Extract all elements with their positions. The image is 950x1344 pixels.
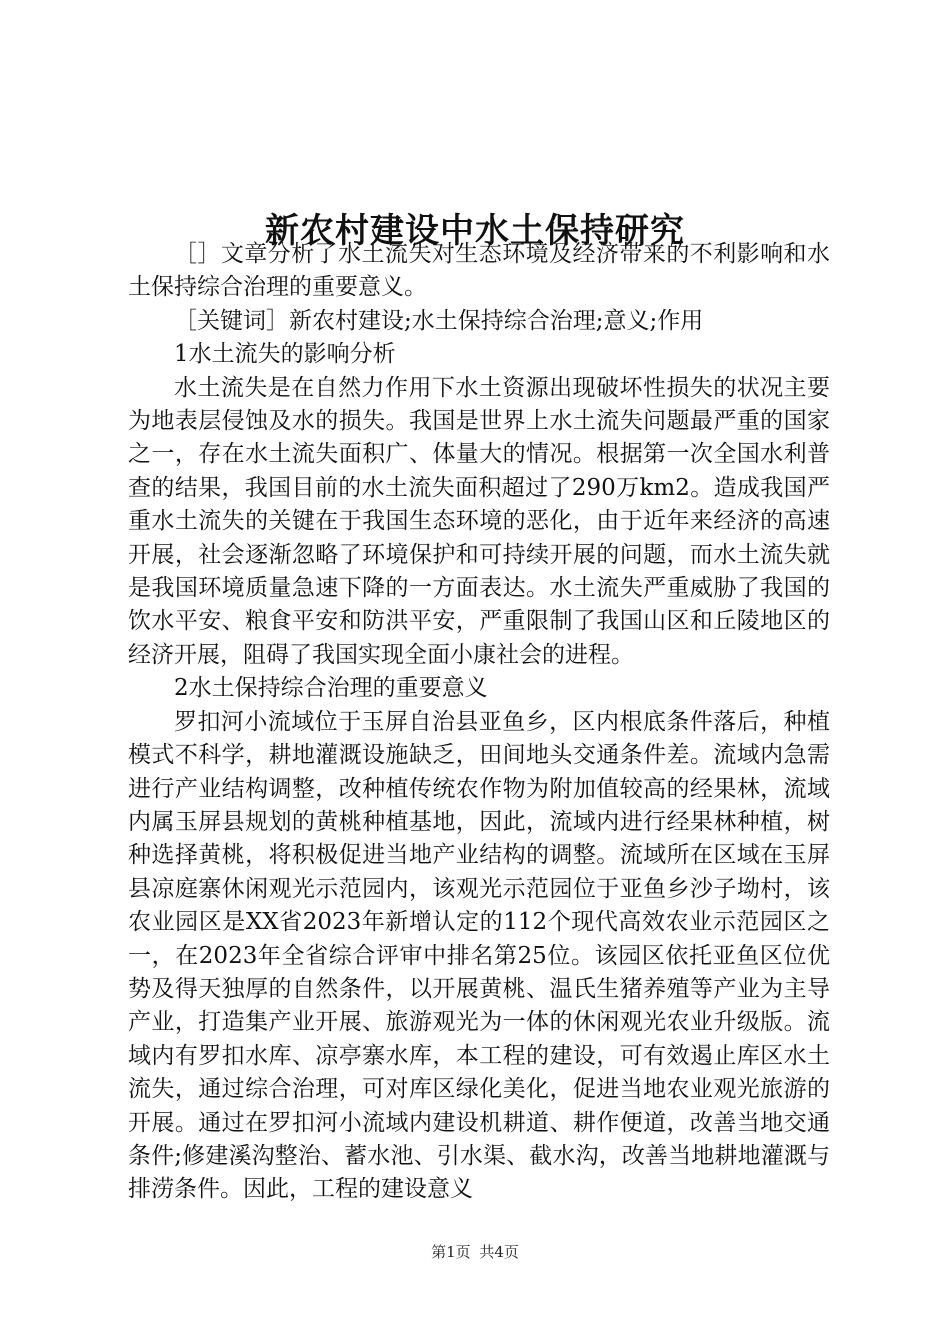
body-paragraph: 罗扣河小流域位于玉屏自治县亚鱼乡，区内根底条件落后，种植模式不科学，耕地灌溉设施缺乏，田间地头交通条件差。流域内急需进行产业结构调整，改种植传统农作物为附加值较高的经果林，流域内属玉屏县规划的黄桃种植基地，因此，流域内进行经果林种植，树种选择黄桃，将积极促进当地产业结构的调整。流域所在区域在玉屏县凉庭寨休闲观光示范园内，该观光示范园位于亚鱼乡沙子坳村，该农业园区是XX省2023年新增认定的112个现代高效农业示范园区之一，在2023年全省综合评审中排名第25位。该园区依托亚鱼区位优势及得天独厚的自然条件，以开展黄桃、温氏生猪养殖等产业为主导产业，打造集产业开展、旅游观光为一体的休闲观光农业升级版。流域内有罗扣水库、凉亭寨水库，本工程的建设，可有效遏止库区水土流失，通过综合治理，可对库区绿化美化，促进当地农业观光旅游的开展。通过在罗扣河小流域内建设机耕道、耕作便道，改善当地交通条件;修建溪沟整治、蓄水池、引水渠、截水沟，改善当地耕地灌溉与排涝条件。因此，工程的建设意义 <box>128 708 830 1203</box>
page-total: 共4页 <box>479 1243 519 1261</box>
document-body <box>128 238 830 1207</box>
page-footer <box>0 1242 950 1262</box>
section-heading-1: 1水土流失的影响分析 <box>174 341 396 368</box>
body-paragraph: 水土流失是在自然力作用下水土资源出现破坏性损失的状况主要为地表层侵蚀及水的损失。我国是世界上水土流失问题最严重的国家之一，存在水土流失面积广、体量大的情况。根据第一次全国水利普查的结果，我国目前的水土流失面积超过了290万km2。造成我国严重水土流失的关键在于我国生态环境的恶化，由于近年来经济的高速开展，社会逐渐忽略了环境保护和可持续开展的问题，而水土流失就是我国环境质量急速下降的一方面表达。水土流失严重威胁了我国的饮水平安、粮食平安和防洪平安，严重限制了我国山区和丘陵地区的经济开展，阻碍了我国实现全面小康社会的进程。 <box>128 374 830 668</box>
abstract-paragraph: ［］文章分析了水土流失对生态环境及经济带来的不利影响和水土保持综合治理的重要意义。 <box>128 241 830 301</box>
document-title: 新农村建设中水土保持研究 <box>265 210 685 251</box>
keywords-paragraph: ［关键词］新农村建设;水土保持综合治理;意义;作用 <box>174 307 704 334</box>
page-number: 第1页 <box>431 1243 471 1261</box>
section-heading-2: 2水土保持综合治理的重要意义 <box>174 675 488 702</box>
